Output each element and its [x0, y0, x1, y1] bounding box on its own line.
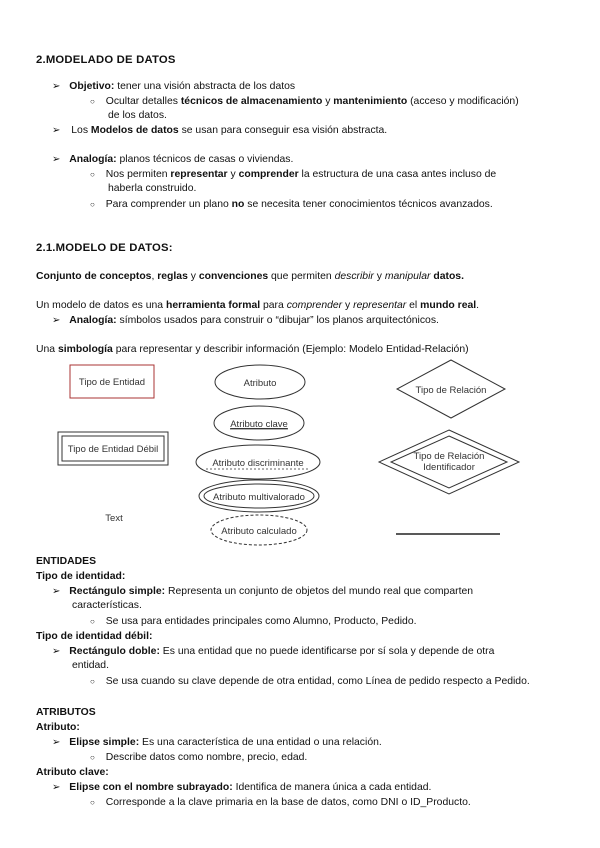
section-title-atributos: ATRIBUTOS	[36, 707, 96, 718]
derived-attribute-label: Atributo calculado	[221, 526, 297, 537]
weak-entity-label: Tipo de Entidad Débil	[67, 444, 159, 455]
sub-bullet-permiten: ○ Nos permiten representar y comprender la estructura de una casa antes incluso de	[90, 169, 497, 180]
arrow-bullet-icon: ➢	[52, 81, 61, 92]
arrow-bullet-icon: ➢	[52, 737, 61, 748]
circle-bullet-icon: ○	[90, 677, 95, 686]
text-symbol-label: Text	[105, 513, 123, 524]
subheading-tipo-identidad-debil: Tipo de identidad débil:	[36, 631, 153, 642]
subheading-tipo-identidad: Tipo de identidad:	[36, 571, 126, 582]
arrow-bullet-icon: ➢	[52, 154, 61, 165]
sub-bullet-ocultar-line2: de los datos.	[108, 110, 167, 121]
circle-bullet-icon: ○	[90, 798, 95, 807]
entity-label: Tipo de Entidad	[78, 377, 146, 388]
circle-bullet-icon: ○	[90, 170, 95, 179]
circle-bullet-icon: ○	[90, 200, 95, 209]
bullet-elipse-subrayado: ➢ Elipse con el nombre subrayado: Identifica de manera única a cada entidad.	[52, 782, 432, 793]
paragraph-simbologia: Una simbología para representar y describir información (Ejemplo: Modelo Entidad-Relación)	[36, 344, 469, 355]
bullet-analogia-simbolos: ➢ Analogía: símbolos usados para construir o “dibujar” los planos arquitectónicos.	[52, 315, 439, 326]
key-attribute-label: Atributo clave	[230, 419, 288, 430]
bullet-modelos: ➢ Los Modelos de datos se usan para conseguir esa visión abstracta.	[52, 125, 388, 136]
bullet-analogia: ➢ Analogía: planos técnicos de casas o viviendas.	[52, 154, 294, 165]
arrow-bullet-icon: ➢	[52, 646, 61, 657]
arrow-bullet-icon: ➢	[52, 315, 61, 326]
bullet-objetivo: ➢ Objetivo: tener una visión abstracta de los datos	[52, 81, 296, 92]
circle-bullet-icon: ○	[90, 617, 95, 626]
bullet-rectangulo-doble: ➢ Rectángulo doble: Es una entidad que no puede identificarse por sí sola y depende de otra	[52, 646, 495, 657]
paragraph-conjunto: Conjunto de conceptos, reglas y convenciones que permiten describir y manipular datos.	[36, 271, 464, 282]
paragraph-herramienta: Un modelo de datos es una herramienta formal para comprender y representar el mundo real.	[36, 300, 480, 311]
bullet-rectangulo-simple: ➢ Rectángulo simple: Representa un conjunto de objetos del mundo real que comparten	[52, 586, 474, 597]
section-title-modelo: 2.1.MODELO DE DATOS:	[36, 242, 173, 254]
bullet-elipse-simple: ➢ Elipse simple: Es una característica de una entidad o una relación.	[52, 737, 382, 748]
sub-bullet-plano: ○ Para comprender un plano no se necesita tener conocimientos técnicos avanzados.	[90, 199, 493, 210]
bullet-rectangulo-simple-line2: características.	[72, 600, 142, 611]
arrow-bullet-icon: ➢	[52, 125, 61, 136]
multivalued-attribute-label: Atributo multivalorado	[213, 492, 305, 503]
identifying-relation-label-line2: Identificador	[423, 462, 475, 473]
sub-bullet-clave-primaria: ○ Corresponde a la clave primaria en la base de datos, como DNI o ID_Producto.	[90, 797, 471, 808]
sub-bullet-permiten-line2: haberla construido.	[108, 183, 197, 194]
sub-bullet-describe-datos: ○ Describe datos como nombre, precio, edad.	[90, 752, 308, 763]
identifying-relation-label-line1: Tipo de Relación	[413, 451, 485, 462]
sub-bullet-entidades-principales: ○ Se usa para entidades principales como Alumno, Producto, Pedido.	[90, 616, 417, 627]
section-title-modelado: 2.MODELADO DE DATOS	[36, 54, 176, 66]
circle-bullet-icon: ○	[90, 97, 95, 106]
sub-bullet-clave-depende: ○ Se usa cuando su clave depende de otra entidad, como Línea de pedido respecto a Pedido.	[90, 676, 530, 687]
section-title-entidades: ENTIDADES	[36, 556, 97, 567]
bullet-rectangulo-doble-line2: entidad.	[72, 660, 109, 671]
discriminant-attribute-label: Atributo discriminante	[212, 458, 304, 469]
sub-bullet-ocultar: ○ Ocultar detalles técnicos de almacenamiento y mantenimiento (acceso y modificación)	[90, 96, 519, 107]
arrow-bullet-icon: ➢	[52, 782, 61, 793]
attribute-label: Atributo	[243, 378, 277, 389]
subheading-atributo-clave: Atributo clave:	[36, 767, 109, 778]
relation-label: Tipo de Relación	[415, 385, 487, 396]
circle-bullet-icon: ○	[90, 753, 95, 762]
subheading-atributo: Atributo:	[36, 722, 80, 733]
arrow-bullet-icon: ➢	[52, 586, 61, 597]
